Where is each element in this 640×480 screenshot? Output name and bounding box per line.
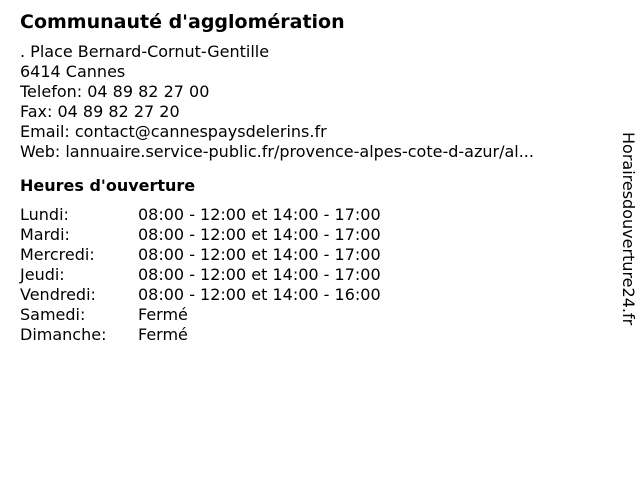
day-label: Dimanche: bbox=[20, 325, 107, 344]
time-value: 08:00 - 12:00 et 14:00 - 17:00 bbox=[138, 265, 381, 284]
web-link[interactable]: Web: lannuaire.service-public.fr/provence-alpes-cote-d-azur/al... bbox=[20, 142, 534, 161]
contact-block bbox=[20, 82, 610, 162]
hours-row-tuesday bbox=[20, 225, 610, 245]
time-value: 08:00 - 12:00 et 14:00 - 17:00 bbox=[138, 225, 381, 244]
fax-line: Fax: 04 89 82 27 20 bbox=[20, 102, 180, 121]
city-address: 6414 Cannes bbox=[20, 62, 126, 81]
page-title: Communauté d'agglomération bbox=[20, 11, 345, 33]
day-label: Samedi: bbox=[20, 305, 86, 324]
day-label: Vendredi: bbox=[20, 285, 96, 304]
address-block bbox=[20, 42, 610, 82]
time-value: Fermé bbox=[138, 325, 188, 344]
street-address: . Place Bernard-Cornut-Gentille bbox=[20, 42, 270, 61]
day-label: Mercredi: bbox=[20, 245, 95, 264]
day-label: Jeudi: bbox=[20, 265, 65, 284]
hours-table bbox=[20, 205, 610, 345]
email-line[interactable]: Email: contact@cannespaysdelerins.fr bbox=[20, 122, 327, 141]
hours-row-thursday bbox=[20, 265, 610, 285]
hours-heading: Heures d'ouverture bbox=[20, 176, 196, 195]
hours-row-saturday bbox=[20, 305, 610, 325]
site-watermark: Horairesdouverture24.fr bbox=[619, 132, 638, 326]
time-value: 08:00 - 12:00 et 14:00 - 17:00 bbox=[138, 205, 381, 224]
phone-line: Telefon: 04 89 82 27 00 bbox=[20, 82, 210, 101]
hours-row-friday bbox=[20, 285, 610, 305]
time-value: 08:00 - 12:00 et 14:00 - 16:00 bbox=[138, 285, 381, 304]
hours-row-monday bbox=[20, 205, 610, 225]
day-label: Mardi: bbox=[20, 225, 70, 244]
time-value: Fermé bbox=[138, 305, 188, 324]
business-card bbox=[20, 10, 610, 345]
time-value: 08:00 - 12:00 et 14:00 - 17:00 bbox=[138, 245, 381, 264]
hours-row-wednesday bbox=[20, 245, 610, 265]
day-label: Lundi: bbox=[20, 205, 69, 224]
hours-row-sunday bbox=[20, 325, 610, 345]
